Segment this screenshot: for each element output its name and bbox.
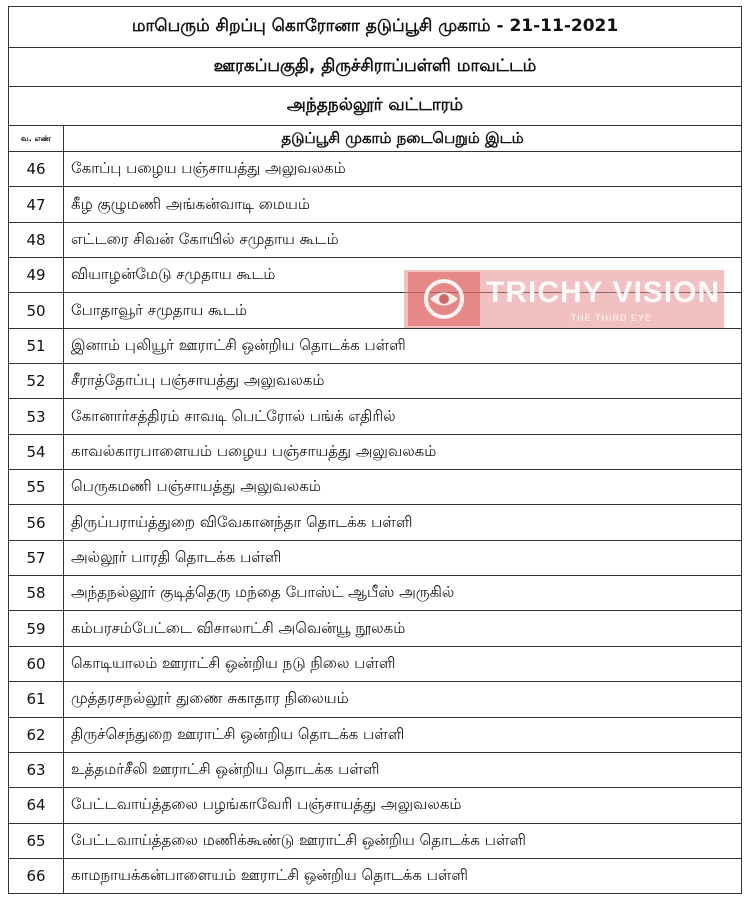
location-cell: பெருகமணி பஞ்சாயத்து அலுவலகம் xyxy=(64,470,742,505)
table-row xyxy=(9,258,742,293)
subtitle-row xyxy=(9,48,742,87)
serial-number-cell: 47 xyxy=(9,187,64,222)
serial-number-cell: 66 xyxy=(9,858,64,893)
serial-number-cell: 49 xyxy=(9,258,64,293)
location-cell: அந்தநல்லூர் குடித்தெரு மந்தை போஸ்ட் ஆபீஸ் அருகில் xyxy=(64,576,742,611)
serial-number-cell: 52 xyxy=(9,364,64,399)
table-row xyxy=(9,576,742,611)
serial-number-cell: 50 xyxy=(9,293,64,328)
serial-number-cell: 51 xyxy=(9,328,64,363)
table-row xyxy=(9,399,742,434)
district-subtitle: ஊரகப்பகுதி, திருச்சிராப்பள்ளி மாவட்டம் xyxy=(9,48,742,87)
location-cell: முத்தரசநல்லூர் துணை சுகாதார நிலையம் xyxy=(64,682,742,717)
location-cell: வியாழன்மேடு சமுதாய கூடம் xyxy=(64,258,742,293)
table-row xyxy=(9,328,742,363)
serial-number-cell: 65 xyxy=(9,823,64,858)
table-row xyxy=(9,152,742,187)
serial-number-cell: 62 xyxy=(9,717,64,752)
serial-number-cell: 54 xyxy=(9,434,64,469)
serial-number-cell: 57 xyxy=(9,540,64,575)
serial-number-cell: 63 xyxy=(9,752,64,787)
title-row xyxy=(9,7,742,48)
location-cell: சீராத்தோப்பு பஞ்சாயத்து அலுவலகம் xyxy=(64,364,742,399)
serial-column-header: வ. எண் xyxy=(9,126,64,152)
table-row xyxy=(9,682,742,717)
table-row xyxy=(9,788,742,823)
location-cell: போதாவூர் சமுதாய கூடம் xyxy=(64,293,742,328)
table-row xyxy=(9,505,742,540)
table-row xyxy=(9,222,742,257)
table-row xyxy=(9,434,742,469)
location-cell: கீழ குழுமணி அங்கன்வாடி மையம் xyxy=(64,187,742,222)
block-row xyxy=(9,87,742,126)
location-cell: பேட்டவாய்த்தலை மணிக்கூண்டு ஊராட்சி ஒன்றிய தொடக்க பள்ளி xyxy=(64,823,742,858)
page-title: மாபெரும் சிறப்பு கொரோனா தடுப்பூசி முகாம் - 21-11-2021 xyxy=(9,7,742,48)
table-row xyxy=(9,187,742,222)
table-row xyxy=(9,364,742,399)
table-row xyxy=(9,293,742,328)
serial-number-cell: 61 xyxy=(9,682,64,717)
location-cell: காமநாயக்கன்பாளையம் ஊராட்சி ஒன்றிய தொடக்க பள்ளி xyxy=(64,858,742,893)
table-row xyxy=(9,823,742,858)
table-body xyxy=(9,152,742,894)
serial-number-cell: 59 xyxy=(9,611,64,646)
serial-number-cell: 60 xyxy=(9,646,64,681)
table-row xyxy=(9,717,742,752)
location-cell: பேட்டவாய்த்தலை பழங்காவேரி பஞ்சாயத்து அலுவலகம் xyxy=(64,788,742,823)
camp-schedule-table xyxy=(8,6,742,894)
location-cell: கொடியாலம் ஊராட்சி ஒன்றிய நடு நிலை பள்ளி xyxy=(64,646,742,681)
table-row xyxy=(9,858,742,893)
watermark-tagline: THE THIRD EYE xyxy=(570,313,652,323)
serial-number-cell: 58 xyxy=(9,576,64,611)
serial-number-cell: 46 xyxy=(9,152,64,187)
table-row xyxy=(9,646,742,681)
location-cell: திருப்பராய்த்துறை விவேகானந்தா தொடக்க பள்ளி xyxy=(64,505,742,540)
block-name: அந்தநல்லூர் வட்டாரம் xyxy=(9,87,742,126)
serial-number-cell: 55 xyxy=(9,470,64,505)
serial-number-cell: 48 xyxy=(9,222,64,257)
table-row xyxy=(9,752,742,787)
table-row xyxy=(9,470,742,505)
column-header-row xyxy=(9,126,742,152)
serial-number-cell: 56 xyxy=(9,505,64,540)
location-cell: திருச்செந்துறை ஊராட்சி ஒன்றிய தொடக்க பள்ளி xyxy=(64,717,742,752)
watermark-title: TRICHY VISION xyxy=(486,276,721,309)
serial-number-cell: 53 xyxy=(9,399,64,434)
table-row xyxy=(9,611,742,646)
serial-number-cell: 64 xyxy=(9,788,64,823)
location-cell: கோனார்சத்திரம் சாவடி பெட்ரோல் பங்க் எதிரில் xyxy=(64,399,742,434)
location-cell: இனாம் புலியூர் ஊராட்சி ஒன்றிய தொடக்க பள்ளி xyxy=(64,328,742,363)
location-cell: கம்பரசம்பேட்டை விசாலாட்சி அவென்யூ நூலகம் xyxy=(64,611,742,646)
location-cell: காவல்காரபாளையம் பழைய பஞ்சாயத்து அலுவலகம் xyxy=(64,434,742,469)
location-cell: கோப்பு பழைய பஞ்சாயத்து அலுவலகம் xyxy=(64,152,742,187)
location-column-header: தடுப்பூசி முகாம் நடைபெறும் இடம் xyxy=(64,126,742,152)
table-row xyxy=(9,540,742,575)
location-cell: எட்டரை சிவன் கோயில் சமுதாய கூடம் xyxy=(64,222,742,257)
location-cell: அல்லூர் பாரதி தொடக்க பள்ளி xyxy=(64,540,742,575)
location-cell: உத்தமர்சீலி ஊராட்சி ஒன்றிய தொடக்க பள்ளி xyxy=(64,752,742,787)
